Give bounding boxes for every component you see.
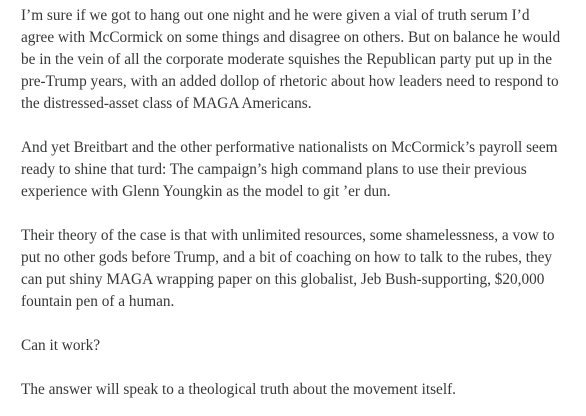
paragraph-1: I’m sure if we got to hang out one night and he were given a vial of truth serum I’d agree with McCormick on some things and disagree on others. But on balance he would be in the vein of all the corporate moderate squishes the Republican party put up in the pre-Trump years, with an added dollop of rhetoric about how leaders need to respond to the distressed-asset class of MAGA Americans.	[21, 7, 561, 112]
paragraph-4: Can it work?	[21, 337, 101, 354]
paragraph-3: Their theory of the case is that with unlimited resources, some shamelessness, a vow to put no other gods before Trump, and a bit of coaching on how to talk to the rubes, they can put shiny MAGA wrapping paper on this globalist, Jeb Bush-supporting, $20,000 fountain pen of a human.	[21, 227, 555, 310]
article-body	[21, 5, 566, 401]
paragraph-2: And yet Breitbart and the other performative nationalists on McCormick’s payroll seem ready to shine that turd: The campaign’s high command plans to use their previous experience with Glenn Youngkin as the model to git ’er dun.	[21, 139, 558, 200]
paragraph-5: The answer will speak to a theological truth about the movement itself.	[21, 381, 456, 398]
